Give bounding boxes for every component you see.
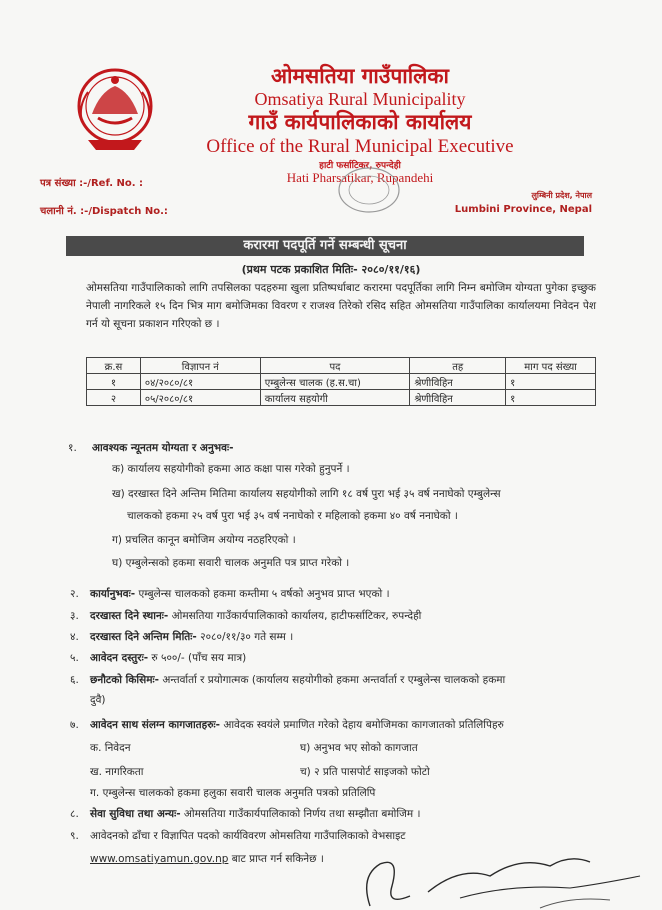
section-key: आवश्यक न्यूनतम योग्यता र अनुभवः- [92,442,234,454]
section-text: ओमसतिया गाउँकार्यपालिकाको निर्णय तथा सम्झौता बमोजिम । [180,808,421,820]
municipality-name-np: ओमसतिया गाउँपालिका [271,63,449,88]
intro-paragraph: ओमसतिया गाउँपालिकाको लागि तपसिलका पदहरुमा खुला प्रतिष्पर्धाबाट करारमा पदपूर्तिका लागि निम्न बमोजिम योग्यता पुगेका इच्छुक नेपाली नागरिकले १५ दिन भित्र माग बमोजिमका विवरण र राजश्व तिरेको रसिद सहित ओमसतिया गाउँपालिका कार्यालयमा निवेदन पेश गर्न यो सूचना प्रकाशन गरिएको छ । [86,282,596,330]
section-key: कार्यानुभवः- [90,588,136,600]
section-number: २. [70,588,79,600]
section-key: दरखास्त दिने अन्तिम मितिः- [90,631,197,643]
ref-no-label: पत्र संख्या :-/Ref. No. : [40,178,144,189]
section-documents [90,718,504,732]
section-text: एम्बुलेन्स चालकको हकमा कम्तीमा ५ वर्षको अनुभव प्राप्त भएको । [135,588,390,600]
qualification-item: क) कार्यालय सहयोगीको हकमा आठ कक्षा पास गरेको हुनुपर्ने । [112,463,350,475]
section-selection [90,673,505,687]
cell-post: कार्यालय सहयोगी [260,390,410,406]
website-link[interactable]: www.omsatiyamun.gov.np [90,853,229,865]
publish-date-line: (प्रथम पटक प्रकाशित मितिः- २०८०/११/१६) [241,263,421,276]
section-selection-cont: दुवै) [90,694,106,706]
col-header-level: तह [410,358,506,374]
section-number: ६. [70,674,79,686]
section-number: ४. [70,631,79,643]
dispatch-no-label: चलानी नं. :-/Dispatch No.: [40,206,168,217]
table-row [87,390,596,406]
municipality-name-en: Omsatiya Rural Municipality [254,89,466,109]
section-number: १. [68,442,77,454]
address-np: हाटी फर्साटिकर, रुपन्देही [319,161,401,171]
section-number: ८. [70,808,79,820]
cell-count: १ [506,390,596,406]
cell-level: श्रेणीविहिन [410,374,506,390]
notice-title: करारमा पदपूर्ति गर्ने सम्बन्धी सूचना [66,236,584,256]
section-key: सेवा सुविधा तथा अन्यः- [90,808,181,820]
section-key: छनौटको किसिमः- [90,674,159,686]
cell-sn: १ [87,374,141,390]
office-name-np: गाउँ कार्यपालिकाको कार्यालय [248,109,472,134]
section-number: ७. [70,719,79,731]
qualification-item: घ) एम्बुलेन्सको हकमा सवारी चालक अनुमति पत्र प्राप्त गरेको । [112,557,350,569]
vacancy-table [86,357,596,406]
section-fee [90,651,246,665]
municipality-emblem-icon [74,62,156,160]
section-benefits [90,807,420,821]
address-en: Hati Pharsatikar, Rupandehi [286,170,434,185]
col-header-post: पद [260,358,410,374]
qualification-item: ख) दरखास्त दिने अन्तिम मितिमा कार्यालय सहयोगीको लागि १८ वर्ष पुरा भई ३५ वर्ष ननाघेको एम्बुलेन्स [112,488,501,500]
table-header-row [87,358,596,374]
province-np: लुम्बिनी प्रदेश, नेपाल [531,191,592,200]
section-number: ९. [70,830,79,842]
cell-ad-no: ०४/२०८०/८१ [140,374,260,390]
section-text: अन्तर्वार्ता र प्रयोगात्मक (कार्यालय सहयोगीको हकमा अन्तर्वार्ता र एम्बुलेन्स चालकको हकमा [159,674,506,686]
office-stamp-icon [336,165,402,215]
section-place [90,609,421,623]
document-item: ख. नागरिकता [90,766,144,778]
section-website: आवेदनको ढाँचा र विज्ञापित पदको कार्यविवरण ओमसतिया गाउँपालिकाको वेभसाइट [90,830,406,842]
section-key: आवेदन दस्तुरः- [90,652,149,664]
document-item: च) २ प्रति पासपोर्ट साइजको फोटो [300,766,430,778]
qualification-item-cont: चालकको हकमा २५ वर्ष पुरा भई ३५ वर्ष ननाघेको र महिलाको हकमा ४० वर्ष ननाघेको । [127,510,458,522]
cell-ad-no: ०५/२०८०/८१ [140,390,260,406]
document-item: क. निवेदन [90,742,131,754]
col-header-count: माग पद संख्या [506,358,596,374]
cell-sn: २ [87,390,141,406]
cell-level: श्रेणीविहिन [410,390,506,406]
office-name-en: Office of the Rural Municipal Executive [206,136,514,157]
signature-scribble-icon [340,836,660,910]
section-heading-qualification [92,441,233,455]
table-row [87,374,596,390]
cell-count: १ [506,374,596,390]
section-text: २०८०/११/३० गते सम्म । [196,631,294,643]
document-item: ग. एम्बुलेन्स चालकको हकमा हलुका सवारी चालक अनुमति पत्रको प्रतिलिपि [90,787,376,799]
section-text: बाट प्राप्त गर्न सकिनेछ । [228,853,324,865]
section-website-cont [90,852,324,866]
section-experience [90,587,390,601]
col-header-sn: क्र.स [87,358,141,374]
section-number: ५. [70,652,79,664]
section-key: आवेदन साथ संलग्न कागजातहरुः- [90,719,220,731]
section-text: आवेदक स्वयंले प्रमाणित गरेको देहाय बमोजिमका कागजातको प्रतिलिपिहरु [219,719,504,731]
qualification-item: ग) प्रचलित कानून बमोजिम अयोग्य नठहरिएको । [112,534,296,546]
section-text: रु ५००/- (पाँच सय मात्र) [148,652,247,664]
cell-post: एम्बुलेन्स चालक (ह.स.चा) [260,374,410,390]
document-item: घ) अनुभव भए सोको कागजात [300,742,418,754]
section-key: दरखास्त दिने स्थानः- [90,610,169,622]
col-header-ad-no: विज्ञापन नं [140,358,260,374]
section-deadline [90,630,293,644]
section-number: ३. [70,610,79,622]
province-en: Lumbini Province, Nepal [454,204,592,215]
section-text: ओमसतिया गाउँकार्यपालिकाको कार्यालय, हाटीफर्साटिकर, रुपन्देही [168,610,422,622]
